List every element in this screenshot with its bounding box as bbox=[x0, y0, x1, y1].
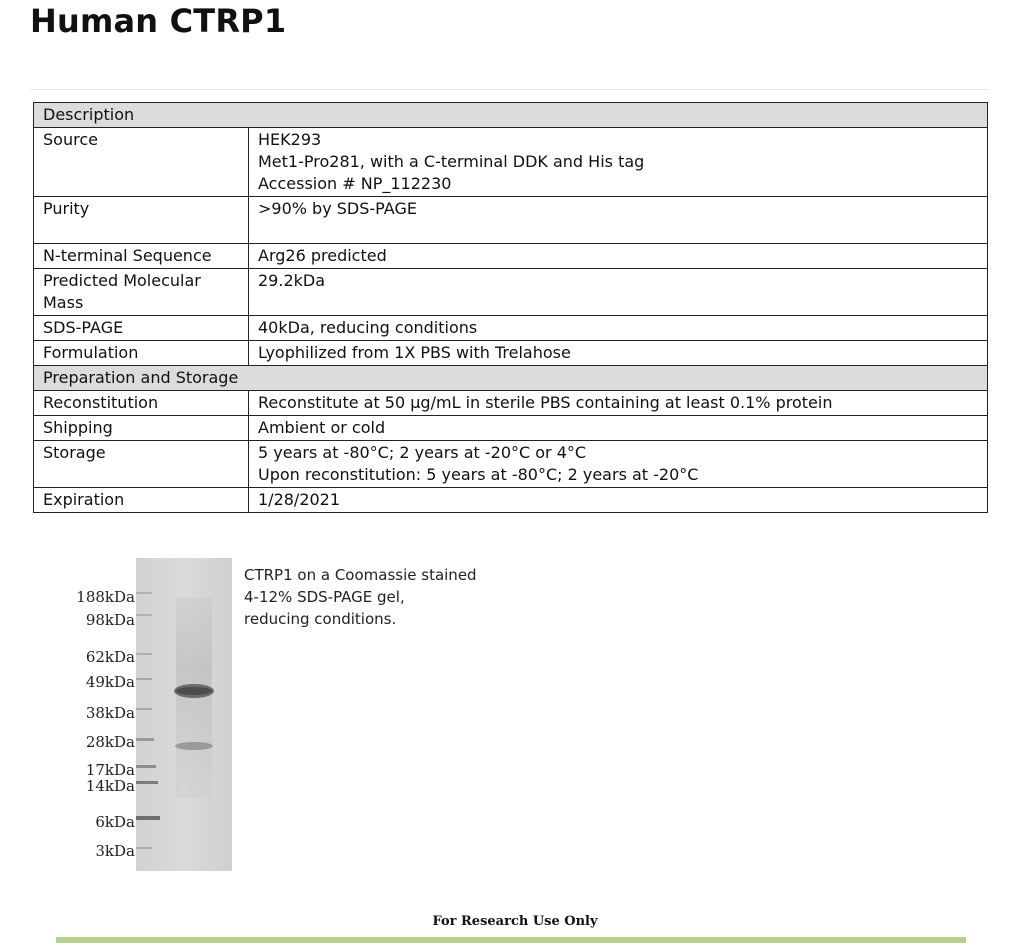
page-title: Human CTRP1 bbox=[30, 2, 287, 40]
row-value bbox=[249, 244, 988, 269]
row-value bbox=[249, 488, 988, 513]
value-line: 5 years at -80°C; 2 years at -20°C or 4°C bbox=[258, 443, 587, 462]
value-line: 1/28/2021 bbox=[258, 490, 341, 509]
section-header-storage bbox=[34, 366, 988, 391]
value-line: 40kDa, reducing conditions bbox=[258, 318, 478, 337]
row-value bbox=[249, 197, 988, 244]
ladder-band bbox=[136, 738, 154, 741]
row-label: Storage bbox=[34, 441, 249, 488]
row-label: Reconstitution bbox=[34, 391, 249, 416]
row-value bbox=[249, 341, 988, 366]
section-header-label: Preparation and Storage bbox=[34, 366, 988, 391]
value-line: >90% by SDS-PAGE bbox=[258, 199, 417, 218]
ladder-band bbox=[136, 816, 160, 820]
table-row bbox=[34, 197, 988, 244]
caption-line: CTRP1 on a Coomassie stained bbox=[244, 566, 477, 584]
row-label: Source bbox=[34, 128, 249, 197]
ladder-label: 28kDa bbox=[85, 733, 135, 751]
spec-table bbox=[33, 102, 988, 513]
ladder-band bbox=[136, 592, 152, 594]
row-label: Predicted Molecular Mass bbox=[34, 269, 249, 316]
ladder-band bbox=[136, 708, 152, 710]
ladder-band bbox=[136, 678, 152, 680]
ladder-label: 17kDa bbox=[85, 761, 135, 779]
row-value bbox=[249, 391, 988, 416]
ladder-label: 62kDa bbox=[85, 648, 135, 666]
table-row bbox=[34, 488, 988, 513]
table-row bbox=[34, 128, 988, 197]
gel-image bbox=[136, 558, 232, 871]
sample-band-core bbox=[176, 687, 212, 695]
ladder-label: 38kDa bbox=[85, 704, 135, 722]
value-line: Arg26 predicted bbox=[258, 246, 387, 265]
ladder-label: 3kDa bbox=[95, 842, 135, 860]
footer-text: For Research Use Only bbox=[432, 914, 598, 929]
row-label: N-terminal Sequence bbox=[34, 244, 249, 269]
value-line: Accession # NP_112230 bbox=[258, 174, 452, 193]
caption-line: reducing conditions. bbox=[244, 610, 397, 628]
ladder-label: 49kDa bbox=[85, 673, 135, 691]
value-line: Ambient or cold bbox=[258, 418, 386, 437]
ladder-band bbox=[136, 653, 152, 655]
figure-caption bbox=[244, 564, 477, 630]
row-label: Shipping bbox=[34, 416, 249, 441]
row-label: SDS-PAGE bbox=[34, 316, 249, 341]
sample-band-secondary bbox=[175, 742, 213, 750]
ladder-label: 188kDa bbox=[76, 588, 135, 606]
table-row bbox=[34, 391, 988, 416]
ladder-label: 6kDa bbox=[95, 813, 135, 831]
title-divider bbox=[30, 89, 988, 90]
section-header-description bbox=[34, 103, 988, 128]
ladder-label: 98kDa bbox=[85, 611, 135, 629]
ladder-band bbox=[136, 614, 152, 616]
table-row bbox=[34, 244, 988, 269]
row-value bbox=[249, 269, 988, 316]
table-row bbox=[34, 416, 988, 441]
value-line: Upon reconstitution: 5 years at -80°C; 2 years at -20°C bbox=[258, 465, 699, 484]
table-row bbox=[34, 269, 988, 316]
ladder-band bbox=[136, 765, 156, 768]
value-line: 29.2kDa bbox=[258, 271, 326, 290]
row-label: Expiration bbox=[34, 488, 249, 513]
row-value bbox=[249, 416, 988, 441]
value-line: HEK293 bbox=[258, 130, 322, 149]
section-header-label: Description bbox=[34, 103, 988, 128]
ladder-band bbox=[136, 847, 152, 849]
row-value bbox=[249, 441, 988, 488]
value-line: Lyophilized from 1X PBS with Trelahose bbox=[258, 343, 571, 362]
value-line: Reconstitute at 50 µg/mL in sterile PBS containing at least 0.1% protein bbox=[258, 393, 833, 412]
row-label: Purity bbox=[34, 197, 249, 244]
table-row bbox=[34, 341, 988, 366]
row-value bbox=[249, 316, 988, 341]
row-value bbox=[249, 128, 988, 197]
gel-bands bbox=[136, 558, 232, 871]
footer-bar bbox=[56, 937, 966, 943]
row-label: Formulation bbox=[34, 341, 249, 366]
ladder-label: 14kDa bbox=[85, 777, 135, 795]
caption-line: 4-12% SDS-PAGE gel, bbox=[244, 588, 405, 606]
ladder-band bbox=[136, 781, 158, 784]
value-line: Met1-Pro281, with a C-terminal DDK and His tag bbox=[258, 152, 645, 171]
table-row bbox=[34, 316, 988, 341]
table-row bbox=[34, 441, 988, 488]
